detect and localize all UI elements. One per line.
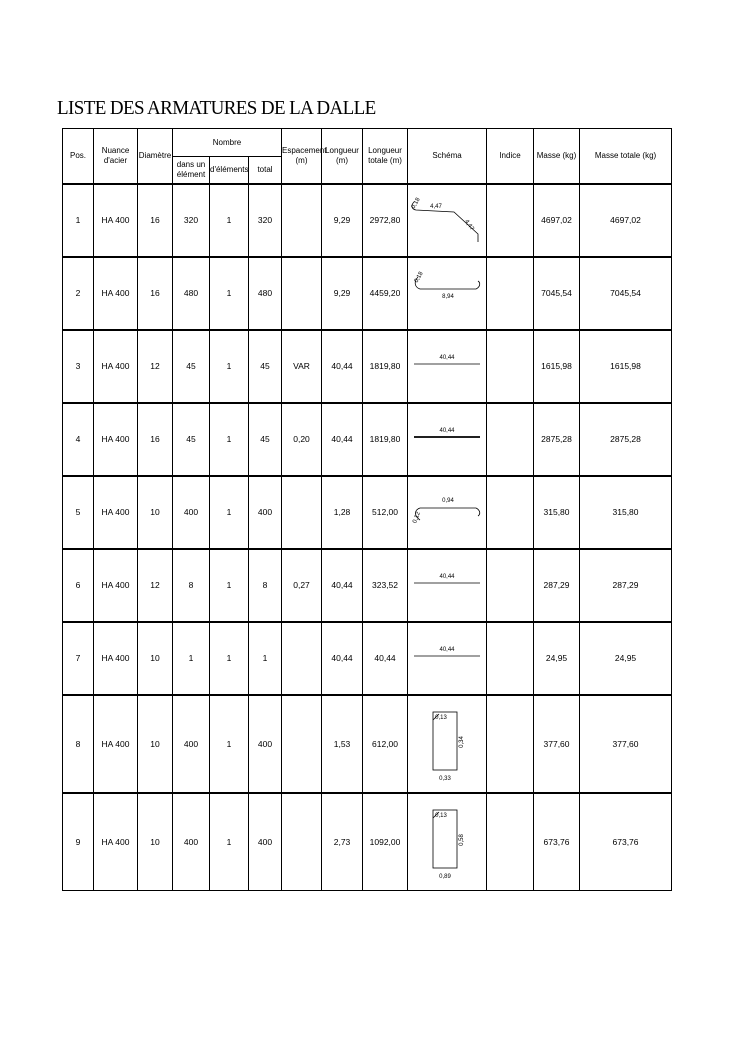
cell-longueur-totale: 1819,80 [363,330,408,403]
cell-schema [408,257,487,330]
header-pos: Pos. [63,129,94,184]
table-row [63,695,672,793]
cell-longueur-totale: 4459,20 [363,257,408,330]
header-indice: Indice [487,129,534,184]
cell-masse-totale: 377,60 [580,695,672,793]
cell-indice [487,549,534,622]
cell-longueur: 9,29 [322,257,363,330]
cell-espacement [282,622,322,695]
cell-longueur: 1,53 [322,695,363,793]
cell-d-elements: 1 [210,403,249,476]
cell-d-elements: 1 [210,257,249,330]
cell-diametre: 10 [138,793,173,891]
schema-bar-line [415,277,480,289]
cell-indice [487,330,534,403]
cell-longueur: 1,28 [322,476,363,549]
cell-schema [408,476,487,549]
cell-nuance: HA 400 [94,330,138,403]
cell-dans-un-element: 45 [173,330,210,403]
cell-nuance: HA 400 [94,793,138,891]
cell-masse-totale: 315,80 [580,476,672,549]
cell-diametre: 12 [138,549,173,622]
cell-diametre: 16 [138,184,173,257]
cell-schema [408,184,487,257]
cell-total: 45 [249,330,282,403]
cell-dans-un-element: 8 [173,549,210,622]
cell-masse: 315,80 [534,476,580,549]
cell-d-elements: 1 [210,330,249,403]
schema-dimension-label: 0,12 [412,511,422,525]
cell-dans-un-element: 45 [173,403,210,476]
cell-d-elements: 1 [210,476,249,549]
cell-masse: 377,60 [534,695,580,793]
schema-drawing [408,342,486,390]
table-row [63,257,672,330]
cell-longueur-totale: 40,44 [363,622,408,695]
cell-longueur: 40,44 [322,330,363,403]
header-total: total [249,157,282,184]
cell-nuance: HA 400 [94,403,138,476]
schema-drawing [408,415,486,463]
schema-dimension-label: 40,44 [439,428,455,434]
header-nombre: Nombre [173,129,282,157]
cell-d-elements: 1 [210,695,249,793]
cell-longueur: 2,73 [322,793,363,891]
cell-diametre: 10 [138,476,173,549]
header-longueur-totale: Longueur totale (m) [363,129,408,184]
cell-indice [487,257,534,330]
cell-masse-totale: 673,76 [580,793,672,891]
schema-dimension-label: 0,89 [439,873,451,880]
cell-longueur: 40,44 [322,403,363,476]
cell-diametre: 10 [138,695,173,793]
table-row [63,184,672,257]
schema-drawing [408,488,486,536]
table-row [63,622,672,695]
cell-masse: 2875,28 [534,403,580,476]
cell-total: 400 [249,476,282,549]
cell-nuance: HA 400 [94,622,138,695]
cell-longueur-totale: 1819,80 [363,403,408,476]
schema-dimension-label: 40,44 [439,574,455,580]
cell-dans-un-element: 320 [173,184,210,257]
schema-drawing [408,196,486,244]
header-diametre: Diamètre [138,129,173,184]
cell-nuance: HA 400 [94,695,138,793]
schema-dimension-label: 0,94 [442,498,454,504]
cell-diametre: 10 [138,622,173,695]
cell-indice [487,476,534,549]
header-nuance: Nuance d'acier [94,129,138,184]
cell-masse-totale: 7045,54 [580,257,672,330]
cell-pos: 5 [63,476,94,549]
table-row [63,549,672,622]
cell-pos: 7 [63,622,94,695]
schema-drawing [408,561,486,609]
schema-drawing [408,800,486,884]
cell-masse: 24,95 [534,622,580,695]
cell-longueur-totale: 2972,80 [363,184,408,257]
cell-nuance: HA 400 [94,257,138,330]
cell-pos: 2 [63,257,94,330]
cell-espacement [282,695,322,793]
cell-longueur: 40,44 [322,549,363,622]
cell-indice [487,622,534,695]
schema-dimension-label: 0,58 [459,833,466,846]
schema-dimension-label: 0,13 [435,714,447,721]
cell-dans-un-element: 480 [173,257,210,330]
cell-schema [408,403,487,476]
cell-longueur-totale: 612,00 [363,695,408,793]
cell-pos: 9 [63,793,94,891]
cell-espacement: 0,27 [282,549,322,622]
cell-longueur: 40,44 [322,622,363,695]
cell-schema [408,793,487,891]
cell-espacement: VAR [282,330,322,403]
cell-espacement: 0,20 [282,403,322,476]
schema-dimension-label: 0,33 [439,775,451,782]
header-masse-totale: Masse totale (kg) [580,129,672,184]
cell-total: 400 [249,793,282,891]
cell-masse-totale: 4697,02 [580,184,672,257]
cell-diametre: 16 [138,403,173,476]
cell-schema [408,330,487,403]
cell-nuance: HA 400 [94,549,138,622]
cell-dans-un-element: 1 [173,622,210,695]
cell-longueur-totale: 512,00 [363,476,408,549]
cell-total: 400 [249,695,282,793]
cell-d-elements: 1 [210,549,249,622]
cell-masse-totale: 2875,28 [580,403,672,476]
cell-dans-un-element: 400 [173,695,210,793]
schema-dimension-label: 0,13 [435,812,447,819]
cell-indice [487,695,534,793]
cell-indice [487,184,534,257]
cell-schema [408,549,487,622]
table-row [63,330,672,403]
cell-d-elements: 1 [210,184,249,257]
cell-espacement [282,184,322,257]
cell-total: 8 [249,549,282,622]
cell-masse: 673,76 [534,793,580,891]
schema-drawing [408,269,486,317]
cell-pos: 8 [63,695,94,793]
schema-bar-line [416,508,480,520]
cell-masse: 1615,98 [534,330,580,403]
cell-espacement [282,476,322,549]
schema-dimension-label: 0,34 [459,735,466,748]
cell-schema [408,695,487,793]
cell-espacement [282,257,322,330]
table-row [63,403,672,476]
cell-diametre: 16 [138,257,173,330]
cell-masse-totale: 1615,98 [580,330,672,403]
cell-diametre: 12 [138,330,173,403]
cell-masse-totale: 24,95 [580,622,672,695]
cell-d-elements: 1 [210,622,249,695]
cell-indice [487,403,534,476]
cell-d-elements: 1 [210,793,249,891]
cell-pos: 4 [63,403,94,476]
header-espacement: Espacement (m) [282,129,322,184]
cell-dans-un-element: 400 [173,476,210,549]
cell-masse: 287,29 [534,549,580,622]
cell-longueur-totale: 323,52 [363,549,408,622]
cell-masse-totale: 287,29 [580,549,672,622]
table-body [63,184,672,891]
schema-dimension-label: 40,44 [439,647,455,653]
cell-indice [487,793,534,891]
cell-schema [408,622,487,695]
cell-pos: 3 [63,330,94,403]
header-masse: Masse (kg) [534,129,580,184]
cell-pos: 1 [63,184,94,257]
schema-drawing [408,702,486,786]
cell-longueur: 9,29 [322,184,363,257]
cell-total: 1 [249,622,282,695]
header-longueur: Longueur (m) [322,129,363,184]
cell-nuance: HA 400 [94,184,138,257]
cell-nuance: HA 400 [94,476,138,549]
header-dans-un-element: dans un élément [173,157,210,184]
cell-masse: 7045,54 [534,257,580,330]
schema-dimension-label: 0,18 [410,196,422,211]
schema-dimension-label: 40,44 [439,355,455,361]
schema-drawing [408,634,486,682]
cell-espacement [282,793,322,891]
schema-dimension-label: 4,47 [430,204,442,210]
table-row [63,793,672,891]
rebar-table [62,128,672,891]
header-d-elements: d'éléments [210,157,249,184]
cell-total: 480 [249,257,282,330]
table-row [63,476,672,549]
cell-masse: 4697,02 [534,184,580,257]
cell-longueur-totale: 1092,00 [363,793,408,891]
schema-dimension-label: 8,94 [442,294,454,300]
header-schema: Schéma [408,129,487,184]
cell-total: 45 [249,403,282,476]
page-title: LISTE DES ARMATURES DE LA DALLE [57,97,376,120]
schema-dimension-label: 4,47 [463,218,475,232]
schema-dimension-label: 0,18 [413,270,425,285]
cell-pos: 6 [63,549,94,622]
cell-dans-un-element: 400 [173,793,210,891]
cell-total: 320 [249,184,282,257]
